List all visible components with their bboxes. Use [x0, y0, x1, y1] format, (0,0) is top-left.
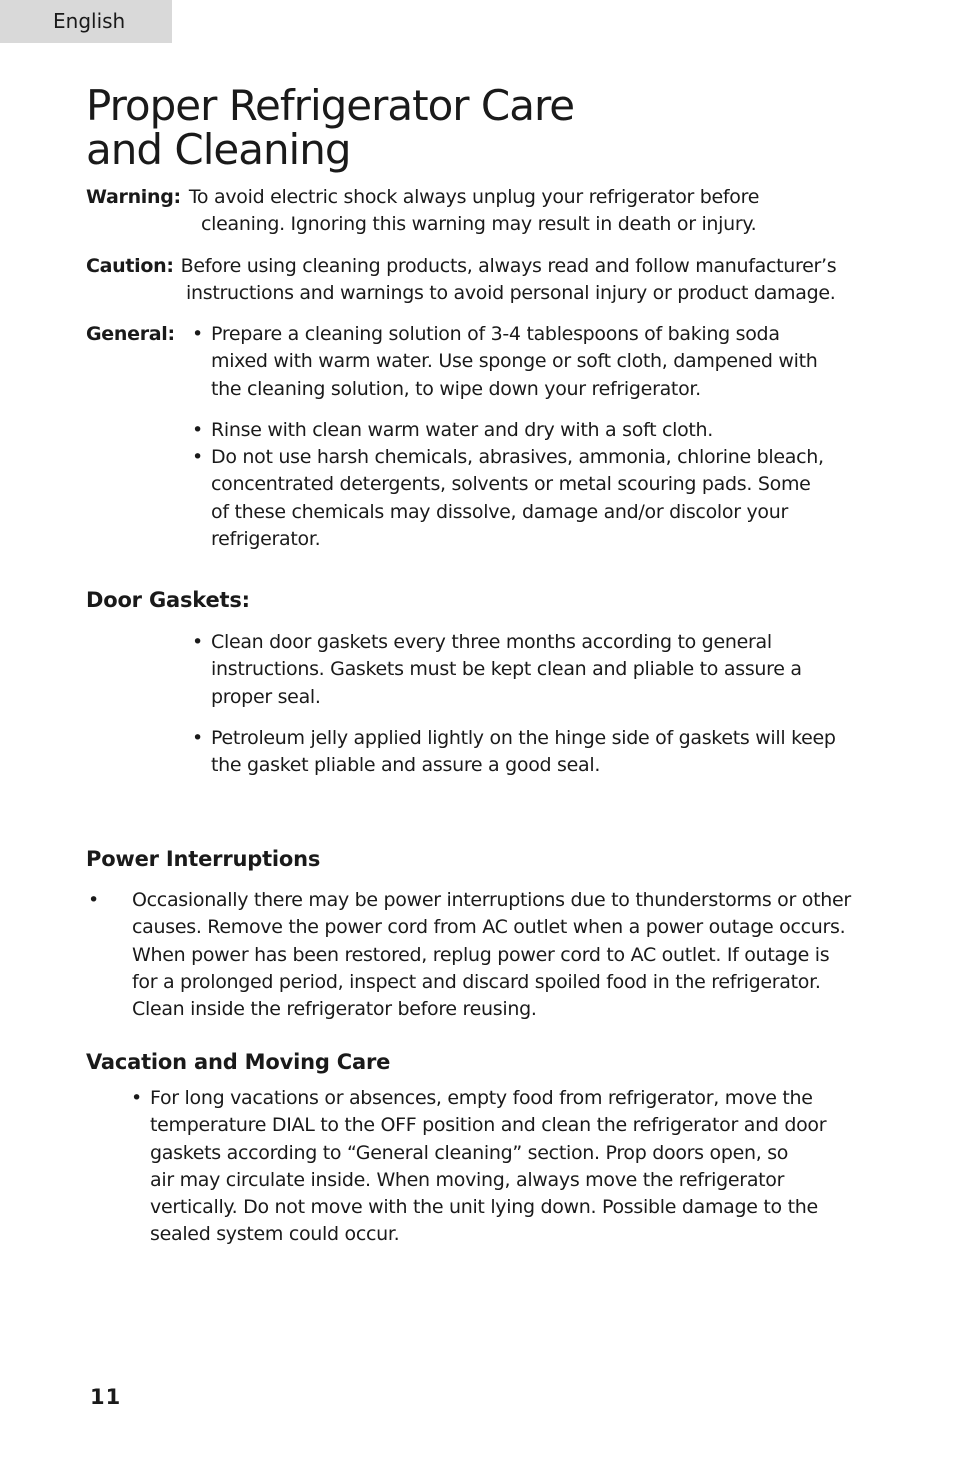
warning-section	[86, 184, 759, 239]
general-item-2	[211, 417, 886, 444]
text-line: Rinse with clean warm water and dry with a soft cloth.	[211, 418, 714, 441]
caution-label: Caution:	[86, 255, 174, 277]
bullet: •	[192, 446, 203, 469]
bullet: •	[88, 889, 99, 911]
text-line: proper seal.	[211, 685, 321, 708]
power-interruptions-text	[132, 887, 886, 1023]
text-line: causes. Remove the power cord from AC outlet when a power outage occurs.	[132, 916, 846, 939]
text-line: temperature DIAL to the OFF position and clean the refrigerator and door	[150, 1114, 827, 1137]
text-line: For long vacations or absences, empty food from refrigerator, move the	[150, 1087, 813, 1109]
text-line: Do not use harsh chemicals, abrasives, ammonia, chlorine bleach,	[211, 446, 824, 469]
warning-text-line-2: cleaning. Ignoring this warning may result in death or injury.	[201, 213, 757, 236]
text-line: Petroleum jelly applied lightly on the hinge side of gaskets will keep	[211, 726, 836, 749]
general-item-3	[211, 444, 886, 553]
text-line: concentrated detergents, solvents or metal scouring pads. Some	[211, 473, 811, 496]
vacation-section	[131, 1085, 881, 1249]
general-item-1	[211, 321, 886, 403]
bullet: •	[131, 1087, 142, 1109]
text-line: Prepare a cleaning solution of 3-4 tablespoons of baking soda	[211, 323, 780, 345]
power-interruptions-section	[86, 887, 886, 1023]
text-line: gaskets according to “General cleaning” section. Prop doors open, so	[150, 1141, 789, 1164]
warning-label: Warning:	[86, 186, 181, 208]
text-line: air may circulate inside. When moving, always move the refrigerator	[150, 1168, 785, 1191]
page-title-line-1: Proper Refrigerator Care	[86, 81, 575, 130]
general-section	[86, 321, 886, 553]
vacation-text	[150, 1085, 881, 1249]
bullet: •	[192, 726, 203, 749]
language-tab: English	[0, 0, 172, 43]
caution-text-line-2: instructions and warnings to avoid personal injury or product damage.	[186, 282, 836, 305]
door-gaskets-item-1	[211, 629, 882, 711]
text-line: refrigerator.	[211, 528, 321, 551]
page-title	[86, 81, 575, 174]
text-line: for a prolonged period, inspect and discard spoiled food in the refrigerator.	[132, 970, 821, 993]
general-label: General:	[86, 323, 175, 345]
warning-text-line-1: To avoid electric shock always unplug your refrigerator before	[188, 186, 760, 208]
text-line: the cleaning solution, to wipe down your refrigerator.	[211, 377, 701, 400]
text-line: of these chemicals may dissolve, damage and/or discolor your	[211, 500, 788, 523]
text-line: mixed with warm water. Use sponge or soft cloth, dampened with	[211, 350, 818, 373]
text-line: Clean inside the refrigerator before reusing.	[132, 998, 537, 1021]
door-gaskets-heading: Door Gaskets:	[86, 588, 250, 612]
bullet: •	[192, 631, 203, 653]
caution-text-line-1: Before using cleaning products, always read and follow manufacturer’s	[180, 255, 837, 277]
bullet: •	[192, 323, 203, 345]
door-gaskets-section	[192, 629, 882, 779]
power-interruptions-heading: Power Interruptions	[86, 847, 321, 871]
bullet: •	[192, 418, 203, 441]
page-number: 11	[90, 1385, 122, 1409]
text-line: vertically. Do not move with the unit lying down. Possible damage to the	[150, 1196, 818, 1219]
text-line: Occasionally there may be power interruptions due to thunderstorms or other	[132, 889, 851, 911]
door-gaskets-item-2	[211, 725, 882, 780]
text-line: instructions. Gaskets must be kept clean and pliable to assure a	[211, 658, 802, 681]
vacation-heading: Vacation and Moving Care	[86, 1050, 391, 1074]
text-line: the gasket pliable and assure a good seal.	[211, 754, 601, 777]
text-line: sealed system could occur.	[150, 1223, 400, 1246]
text-line: Clean door gaskets every three months according to general	[211, 631, 772, 653]
text-line: When power has been restored, replug power cord to AC outlet. If outage is	[132, 943, 830, 966]
caution-section	[86, 253, 836, 308]
page-title-line-2: and Cleaning	[86, 125, 351, 174]
